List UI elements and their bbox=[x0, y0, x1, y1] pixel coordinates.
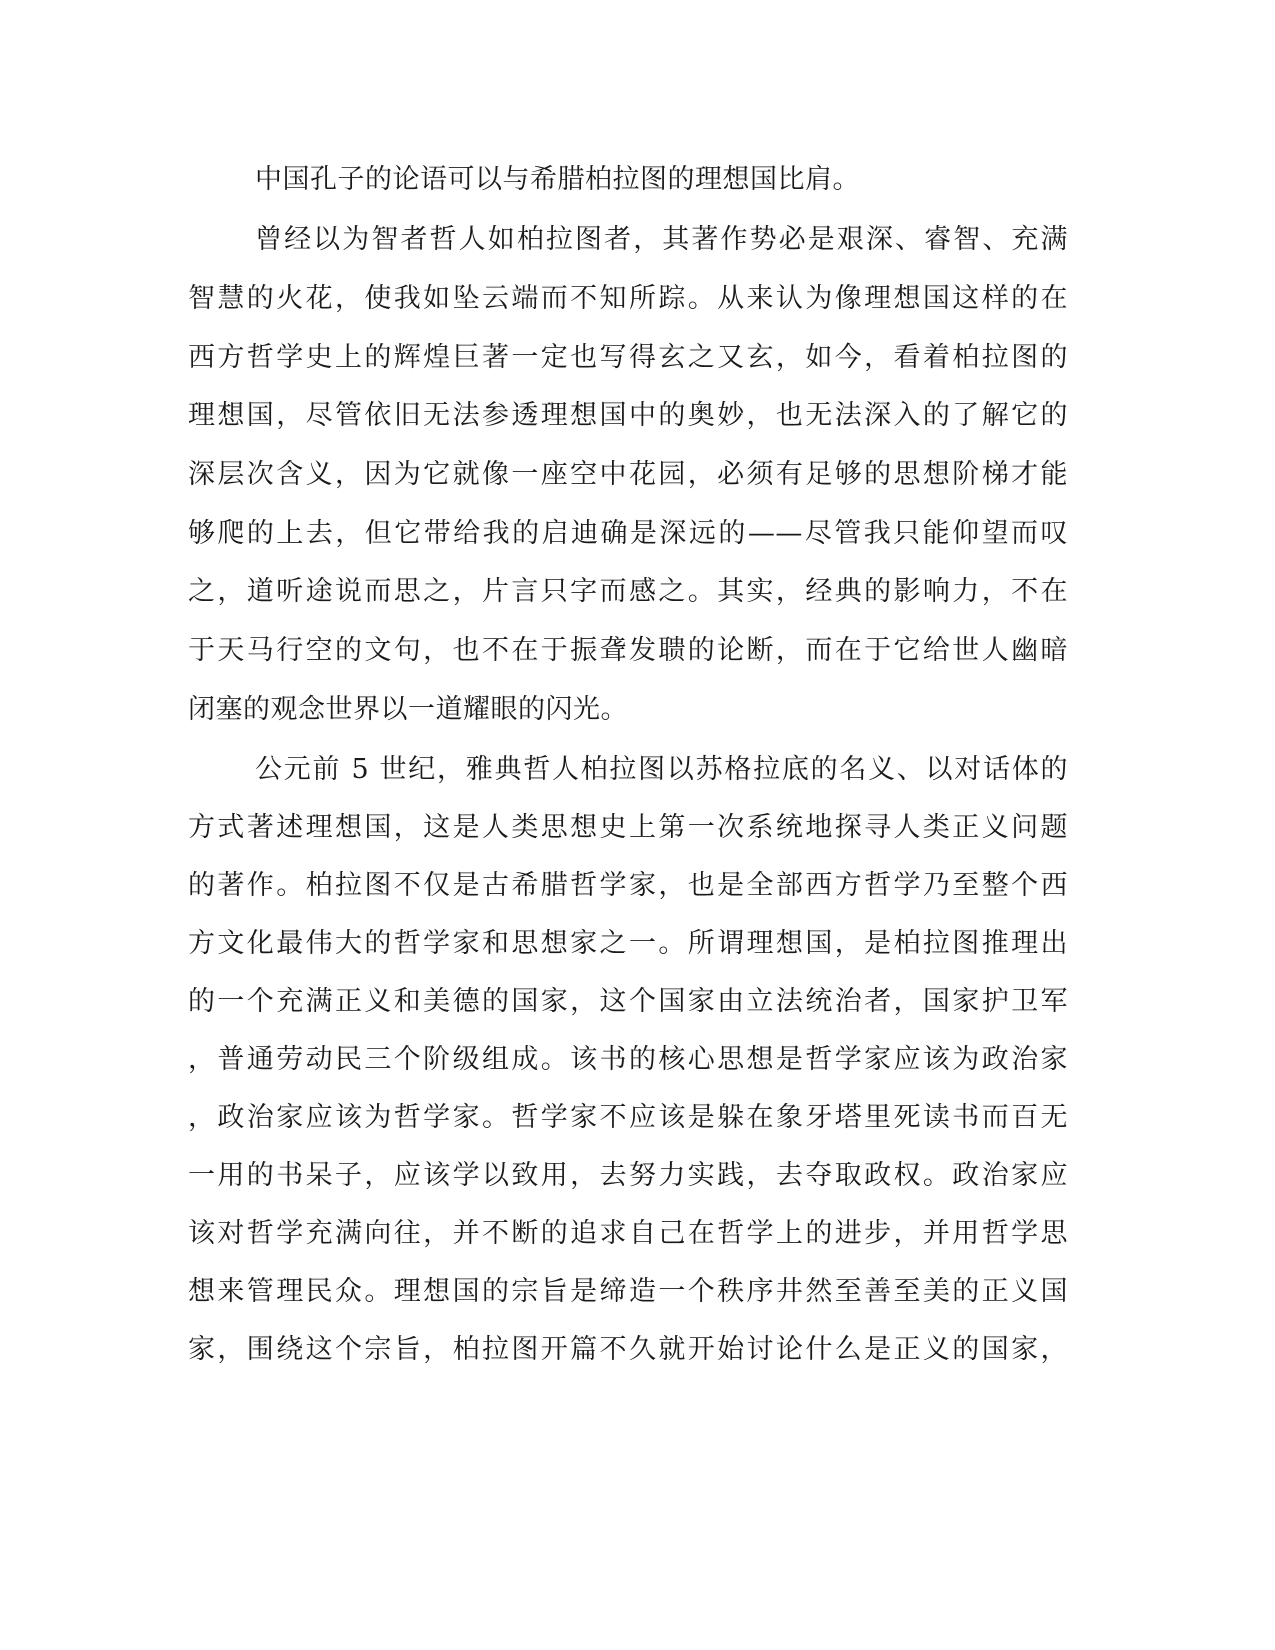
paragraph-2-line-1: 曾经以为智者哲人如柏拉图者，其著作势必是艰深、睿智、充满 bbox=[255, 224, 1068, 255]
paragraph-3-line-2: 方式著述理想国，这是人类思想史上第一次系统地探寻人类正义问题 bbox=[188, 812, 1068, 843]
paragraph-3-line-3: 的著作。柏拉图不仅是古希腊哲学家，也是全部西方哲学乃至整个西 bbox=[188, 870, 1068, 901]
paragraph-3-line-4: 方文化最伟大的哲学家和思想家之一。所谓理想国，是柏拉图推理出 bbox=[188, 928, 1068, 959]
paragraph-2-line-2: 智慧的火花，使我如坠云端而不知所踪。从来认为像理想国这样的在 bbox=[188, 283, 1068, 314]
paragraph-2-line-8: 于天马行空的文句，也不在于振聋发聩的论断，而在于它给世人幽暗 bbox=[188, 635, 1068, 666]
paragraph-3-line-5: 的一个充满正义和美德的国家，这个国家由立法统治者，国家护卫军 bbox=[188, 986, 1068, 1017]
paragraph-2-line-9: 闭塞的观念世界以一道耀眼的闪光。 bbox=[188, 694, 628, 725]
paragraph-3-line-8: 一用的书呆子，应该学以致用，去努力实践，去夺取政权。政治家应 bbox=[188, 1160, 1068, 1191]
paragraph-3-line-11: 家，围绕这个宗旨，柏拉图开篇不久就开始讨论什么是正义的国家， bbox=[188, 1334, 1068, 1365]
paragraph-3-line-1: 公元前 5 世纪，雅典哲人柏拉图以苏格拉底的名义、以对话体的 bbox=[255, 754, 1068, 785]
paragraph-1-line-1: 中国孔子的论语可以与希腊柏拉图的理想国比肩。 bbox=[255, 164, 860, 195]
paragraph-2-line-6: 够爬的上去，但它带给我的启迪确是深远的——尽管我只能仰望而叹 bbox=[188, 518, 1068, 549]
paragraph-3-line-6: ，普通劳动民三个阶级组成。该书的核心思想是哲学家应该为政治家 bbox=[188, 1044, 1068, 1075]
paragraph-3-line-7: ，政治家应该为哲学家。哲学家不应该是躲在象牙塔里死读书而百无 bbox=[188, 1102, 1068, 1133]
paragraph-3-line-9: 该对哲学充满向往，并不断的追求自己在哲学上的进步，并用哲学思 bbox=[188, 1218, 1068, 1249]
paragraph-3-line-10: 想来管理民众。理想国的宗旨是缔造一个秩序井然至善至美的正义国 bbox=[188, 1276, 1068, 1307]
paragraph-2-line-7: 之，道听途说而思之，片言只字而感之。其实，经典的影响力，不在 bbox=[188, 576, 1068, 607]
paragraph-2-line-3: 西方哲学史上的辉煌巨著一定也写得玄之又玄，如今，看着柏拉图的 bbox=[188, 342, 1068, 373]
paragraph-2-line-4: 理想国，尽管依旧无法参透理想国中的奥妙，也无法深入的了解它的 bbox=[188, 400, 1068, 431]
paragraph-2-line-5: 深层次含义，因为它就像一座空中花园，必须有足够的思想阶梯才能 bbox=[188, 459, 1068, 490]
